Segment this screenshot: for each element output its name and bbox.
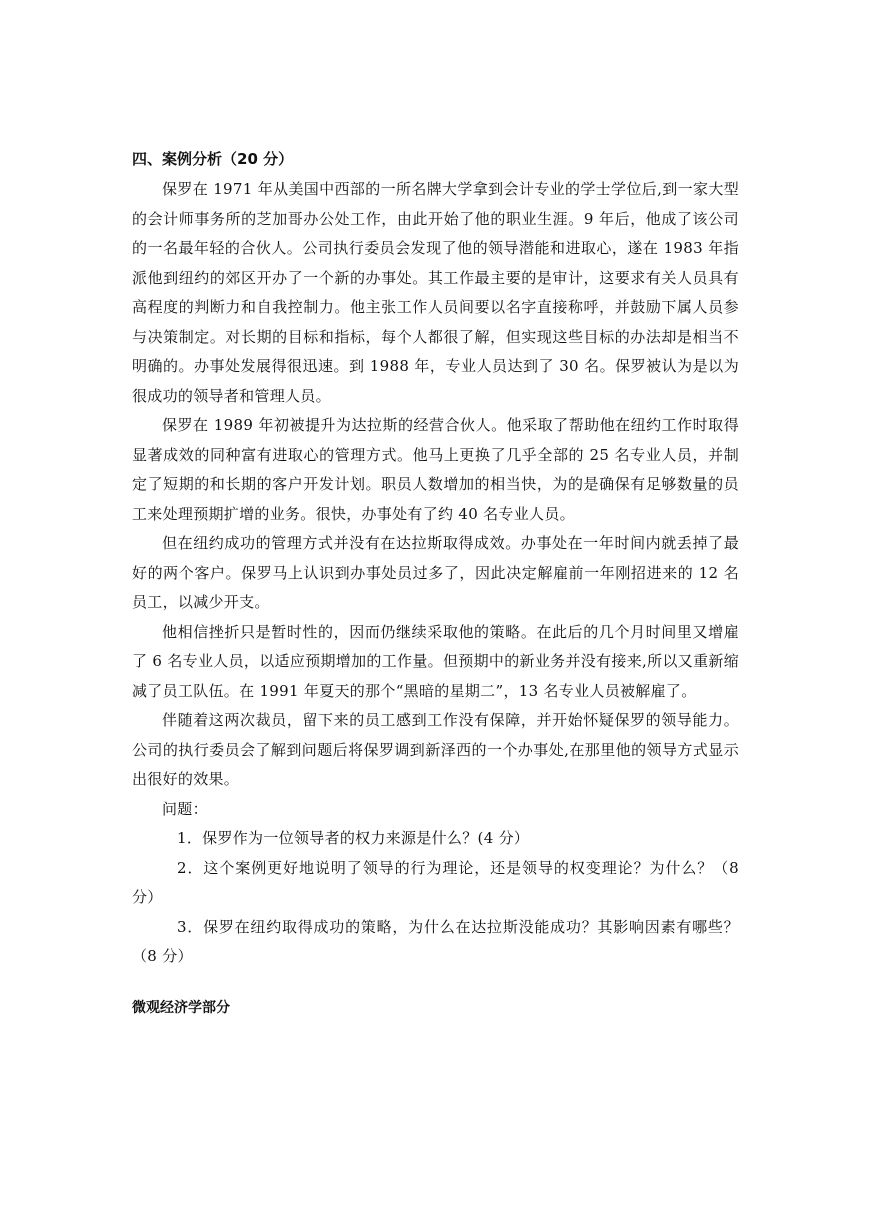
case-paragraph-5: 伴随着这两次裁员，留下来的员工感到工作没有保障，并开始怀疑保罗的领导能力。公司的执行委员会了解到问题后将保罗调到新泽西的一个办事处,在那里他的领导方式显示出很好的效果。: [132, 711, 739, 788]
case-paragraph-3: 但在纽约成功的管理方式并没有在达拉斯取得成效。办事处在一年时间内就丢掉了最好的两个客户。保罗马上认识到办事处员过多了，因此决定解雇前一年刚招进来的 12 名员工，以减少开支。: [132, 534, 739, 611]
questions-label: 问题：: [162, 799, 208, 818]
case-paragraph-2: 保罗在 1989 年初被提升为达拉斯的经营合伙人。他采取了帮助他在纽约工作时取得显著成效的同种富有进取心的管理方式。他马上更换了几乎全部的 25 名专业人员，并制定了短期的和长期的客户开发计划。职员人数增加的相当快，为的是确保有足够数量的员工来处理预期扩增的业务。很快，办事处有了约 40 名专业人员。: [132, 416, 739, 523]
case-paragraph-4: 他相信挫折只是暂时性的，因而仍继续采取他的策略。在此后的几个月时间里又增雇了 6 名专业人员，以适应预期增加的工作量。但预期中的新业务并没有接来,所以又重新缩减了员工队伍。在 1991 年夏天的那个“黑暗的星期二”，13 名专业人员被解雇了。: [132, 622, 739, 700]
question-2: 2．这个案例更好地说明了领导的行为理论，还是领导的权变理论？为什么？（8 分）: [132, 858, 739, 906]
question-1: 1．保罗作为一位领导者的权力来源是什么？(4 分）: [177, 829, 530, 847]
question-3: 3．保罗在纽约取得成功的策略，为什么在达拉斯没能成功？其影响因素有哪些？（8 分）: [132, 917, 739, 965]
next-section-title: 微观经济学部分: [132, 999, 230, 1016]
case-paragraph-1: 保罗在 1971 年从美国中西部的一所名牌大学拿到会计专业的学士学位后,到一家大型的会计师事务所的芝加哥办公处工作，由此开始了他的职业生涯。9 年后，他成了该公司的一名最年轻的合伙人。公司执行委员会发现了他的领导潜能和进取心，遂在 1983 年指派他到纽约的郊区开办了一个新的办事处。其工作最主要的是审计，这要求有关人员具有高程度的判断力和自我控制力。他主张工作人员间要以名字直接称呼，并鼓励下属人员参与决策制定。对长期的目标和指标，每个人都很了解，但实现这些目标的办法却是相当不明确的。办事处发展得很迅速。到 1988 年，专业人员达到了 30 名。保罗被认为是以为很成功的领导者和管理人员。: [132, 180, 739, 405]
section-title: 四、案例分析（20 分）: [132, 150, 294, 168]
